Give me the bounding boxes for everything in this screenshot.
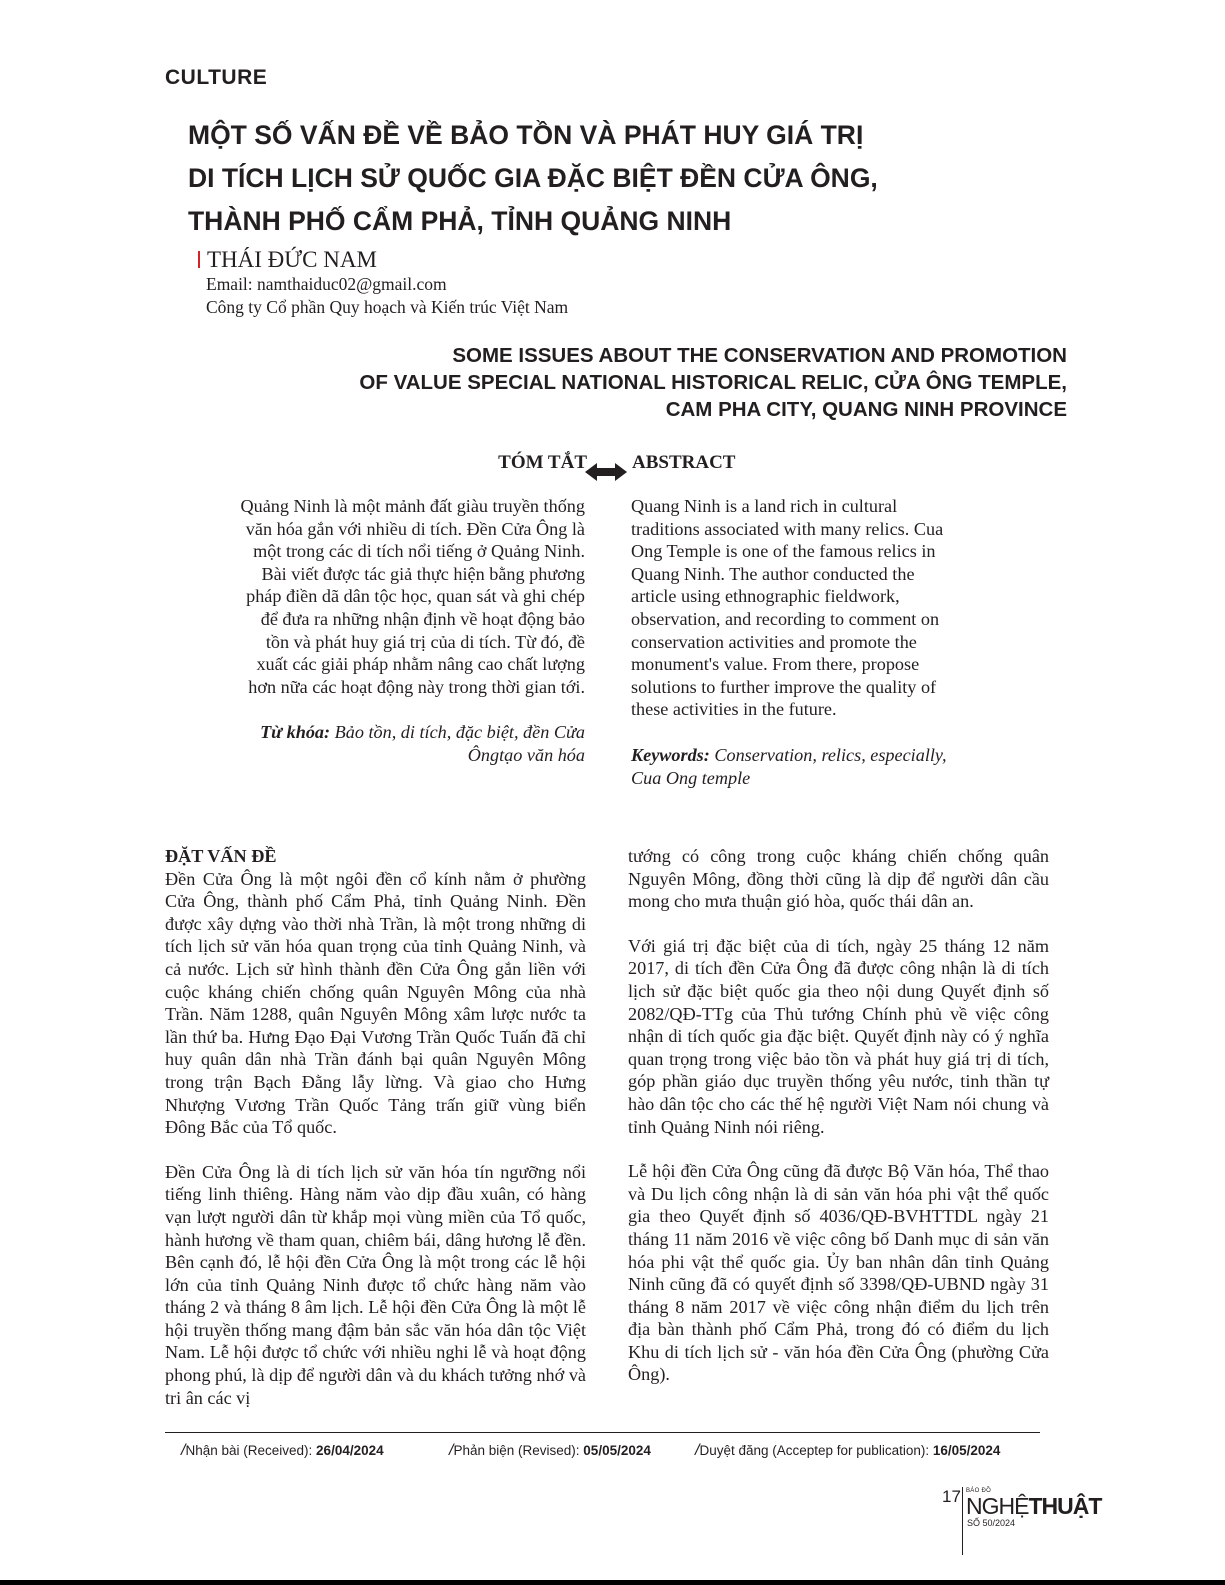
keywords-vn-line [215, 721, 585, 744]
author-name-row [198, 247, 568, 273]
body-column-right [628, 845, 1049, 1408]
accepted-value: 16/05/2024 [932, 1443, 1001, 1458]
abstract-line: these activities in the future. [631, 699, 837, 720]
brand-thin: NGHỆ [966, 1493, 1029, 1519]
keywords-en-line [631, 744, 1001, 767]
footer-vertical-rule [962, 1487, 963, 1555]
accepted-label: Duyệt đăng (Acceptep for publication): [699, 1443, 930, 1458]
body-paragraph: Đền Cửa Ông là một ngôi đền cổ kính nằm ở phường Cửa Ông, thành phố Cẩm Phả, tỉnh Quảng Ninh. Đền được xây dựng vào thời nhà Trần, là một trong những di tích lịch sử văn hóa quan trọng của tỉnh Quảng Ninh, và cả nước. Lịch sử hình thành đền Cửa Ông gắn liền với cuộc kháng chiến chống quân Nguyên Mông của nhà Trần. Năm 1288, quân Nguyên Mông xâm lược nước ta lần thứ ba. Hưng Đạo Đại Vương Trần Quốc Tuấn đã chỉ huy quân dân nhà Trần đánh bại quân Nguyên Mông trong trận Bạch Đằng lẫy lừng. Và giao cho Hưng Nhượng Vương Trần Quốc Tảng trấn giữ vùng biển Đông Bắc của Tổ quốc. [165, 868, 586, 1138]
abstract-en-text [631, 495, 991, 721]
author-email[interactable]: Email: namthaiduc02@gmail.com [206, 274, 447, 294]
abstract-line: Bài viết được tác giả thực hiện bằng phương [261, 563, 585, 584]
abstract-line: conservation activities and promote the [631, 631, 917, 652]
keywords-vn-value: Bảo tồn, di tích, đặc biệt, đền Cửa [334, 722, 585, 742]
revised-label: Phản biện (Revised): [453, 1443, 580, 1458]
issue-number: SỐ 50/2024 [967, 1518, 1016, 1528]
received-label: Nhận bài (Received): [185, 1443, 313, 1458]
abstract-vn-text [225, 495, 585, 698]
abstract-line: hơn nữa các hoạt động này trong thời gian tới. [248, 676, 585, 697]
abstract-line: Quang Ninh. The author conducted the [631, 563, 915, 584]
body-paragraph: Lễ hội đền Cửa Ông cũng đã được Bộ Văn hóa, Thể thao và Du lịch công nhận là di sản văn hóa phi vật thể quốc gia theo Quyết định số 4036/QĐ-BVHTTDL ngày 21 tháng 11 năm 2016 về việc công bố Danh mục di sản văn hóa phi vật thể quốc gia. Ủy ban nhân dân tỉnh Quảng Ninh cũng đã có quyết định số 3398/QĐ-UBND ngày 31 tháng 8 năm 2017 về việc công nhận điểm du lịch trên địa bàn thành phố Cẩm Phả, trong đó có điểm du lịch Khu di tích lịch sử - văn hóa đền Cửa Ông (phường Cửa Ông). [628, 1161, 1049, 1385]
slash-icon: / [449, 1442, 454, 1459]
keywords-vn-line: Ôngtạo văn hóa [467, 744, 585, 765]
abstract-line: article using ethnographic fieldwork, [631, 586, 900, 607]
keywords-en-label: Keywords: [631, 745, 710, 765]
section-heading: ĐẶT VẤN ĐỀ [165, 846, 277, 866]
author-name: THÁI ĐỨC NAM [207, 247, 377, 272]
abstract-line: để đưa ra những nhận định về hoạt động bảo [260, 608, 585, 629]
abstract-line: xuất các giải pháp nhằm nâng cao chất lượng [256, 654, 585, 675]
abstract-line: traditions associated with many relics. Cua [631, 518, 944, 539]
abstract-line: observation, and recording to comment on [631, 608, 940, 629]
abstract-line: một trong các di tích nổi tiếng ở Quảng Ninh. [253, 541, 585, 562]
revised-value: 05/05/2024 [583, 1443, 651, 1458]
slash-icon: / [181, 1442, 186, 1459]
received-value: 26/04/2024 [316, 1443, 384, 1458]
abstract-line: Quảng Ninh là một mảnh đất giàu truyền thống [240, 496, 585, 516]
abstract-line: pháp điền dã dân tộc học, quan sát và ghi chép [246, 586, 585, 607]
abstract-line: Ong Temple is one of the famous relics in [631, 541, 936, 562]
abstract-line: monument's value. From there, propose [631, 654, 920, 675]
title-en-line: SOME ISSUES ABOUT THE CONSERVATION AND PROMOTION [452, 344, 1067, 367]
abstract-line: Quang Ninh is a land rich in cultural [631, 496, 898, 516]
title-vn-line: DI TÍCH LỊCH SỬ QUỐC GIA ĐẶC BIỆT ĐỀN CỬA ÔNG, [188, 163, 878, 193]
footer-divider [165, 1432, 1040, 1433]
brand-bold: THUẬT [1028, 1493, 1102, 1519]
author-affiliation: Công ty Cổ phần Quy hoạch và Kiến trúc Việt Nam [206, 297, 569, 317]
section-label: CULTURE [165, 66, 268, 89]
abstract-line: văn hóa gắn với nhiều di tích. Đền Cửa Ông là [245, 518, 585, 539]
page-bottom-bar [0, 1580, 1225, 1585]
double-arrow-icon [584, 461, 628, 483]
article-title-vn [188, 114, 1088, 243]
abstract-vn-heading: TÓM TẮT [498, 452, 587, 473]
body-paragraph: Với giá trị đặc biệt của di tích, ngày 25 tháng 12 năm 2017, di tích đền Cửa Ông đã được công nhận là di tích lịch sử đặc biệt quốc gia theo nội dung Quyết định số 2082/QĐ-TTg của Thủ tướng Chính phủ về việc công nhận di tích quốc gia đặc biệt. Quyết định này có ý nghĩa quan trọng trong việc bảo tồn và phát huy giá trị di tích, góp phần giáo dục truyền thống yêu nước, tinh thần tự hào dân tộc cho các thế hệ người Việt Nam nói chung và tỉnh Quảng Ninh nói riêng. [628, 935, 1049, 1137]
slash-icon: / [695, 1442, 700, 1459]
author-accent-bar [198, 251, 200, 268]
page-number: 17 [942, 1487, 961, 1506]
keywords-en-value: Conservation, relics, especially, [714, 745, 947, 765]
keywords-en-line: Cua Ong temple [631, 767, 751, 788]
magazine-brand-small: BÁO ĐỒ [966, 1488, 992, 1494]
abstract-line: tồn và phát huy giá trị của di tích. Từ đó, đề [265, 631, 585, 652]
abstract-line: solutions to further improve the quality of [631, 676, 937, 697]
received-date [181, 1442, 384, 1460]
body-paragraph: tướng có công trong cuộc kháng chiến chống quân Nguyên Mông, đồng thời cũng là dịp để người dân cầu mong cho mưa thuận gió hòa, quốc thái dân an. [628, 846, 1049, 912]
keywords-vn-label: Từ khóa: [260, 722, 331, 742]
title-en-line: OF VALUE SPECIAL NATIONAL HISTORICAL RELIC, CỬA ÔNG TEMPLE, [359, 371, 1067, 394]
title-vn-line: THÀNH PHỐ CẨM PHẢ, TỈNH QUẢNG NINH [188, 206, 732, 236]
body-column-left [165, 845, 586, 1431]
accepted-date [695, 1442, 1000, 1460]
title-vn-line: MỘT SỐ VẤN ĐỀ VỀ BẢO TỒN VÀ PHÁT HUY GIÁ TRỊ [188, 120, 864, 150]
magazine-brand-logo [966, 1495, 1101, 1518]
keywords-vn [215, 721, 585, 766]
author-block [198, 247, 568, 319]
title-en-line: CAM PHA CITY, QUANG NINH PROVINCE [665, 398, 1067, 421]
body-paragraph: Đền Cửa Ông là di tích lịch sử văn hóa tín ngưỡng nổi tiếng linh thiêng. Hàng năm vào dịp đầu xuân, có hàng vạn lượt người dân từ khắp mọi vùng miền của Tổ quốc, hành hương về tham quan, chiêm bái, dâng hương lễ đền. Bên cạnh đó, lễ hội đền Cửa Ông là một trong các lễ hội lớn của tỉnh Quảng Ninh được tổ chức hàng năm vào tháng 2 và tháng 8 âm lịch. Lễ hội đền Cửa Ông là một lễ hội truyền thống mang đậm bản sắc văn hóa dân tộc Việt Nam. Lễ hội được tổ chức với nhiều nghi lễ và hoạt động phong phú, là dịp để người dân và du khách tưởng nhớ và tri ân các vị [165, 1161, 586, 1408]
article-title-en [247, 342, 1067, 423]
revised-date [449, 1442, 651, 1460]
abstract-en-heading: ABSTRACT [632, 452, 736, 473]
keywords-en [631, 744, 1001, 789]
